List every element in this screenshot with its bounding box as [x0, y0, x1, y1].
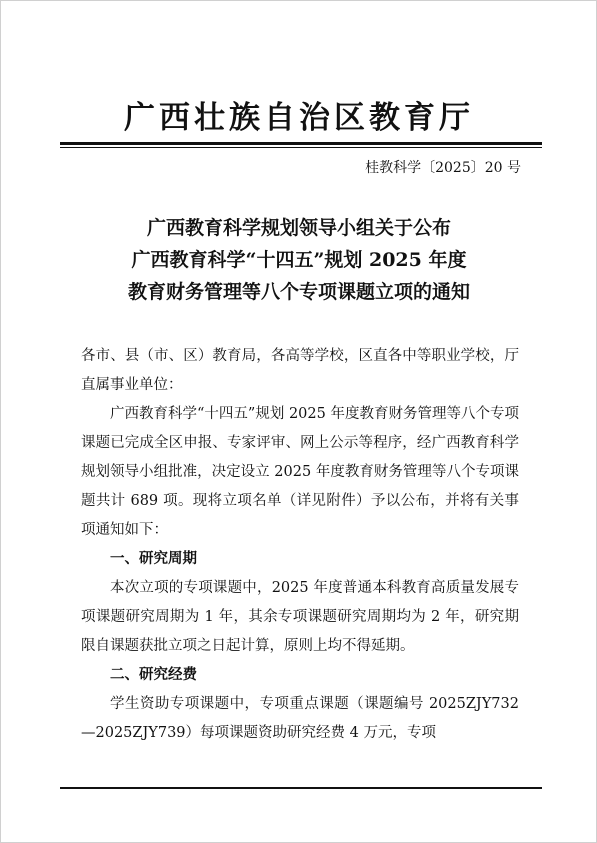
document-title	[60, 212, 538, 308]
letterhead-rule-thick	[60, 142, 542, 145]
title-line: 广西教育科学规划领导小组关于公布	[146, 217, 451, 239]
section-heading-research-funding: 二、研究经费	[110, 667, 197, 683]
intro-paragraph: 广西教育科学“十四五”规划 2025 年度教育财务管理等八个专项课题已完成全区申报、专家评审、网上公示等程序，经广西教育科学规划领导小组批准，决定设立 2025 年度教育财务管理等八个专项课题共计 689 项。现将立项名单（详见附件）予以公布，并将有关事项通知如下：	[81, 406, 519, 538]
section-heading-research-period: 一、研究周期	[110, 551, 197, 567]
section-text-research-period: 本次立项的专项课题中，2025 年度普通本科教育高质量发展专项课题研究周期为 1 年，其余专项课题研究周期均为 2 年，研究期限自课题获批立项之日起计算，原则上均不得延期。	[81, 580, 519, 654]
salutation: 各市、县（市、区）教育局，各高等学校，区直各中等职业学校，厅直属事业单位：	[81, 348, 519, 393]
title-line: 教育财务管理等八个专项课题立项的通知	[127, 281, 470, 303]
letterhead: 广西壮族自治区教育厅	[124, 100, 474, 136]
section-text-research-funding: 学生资助专项课题中，专项重点课题（课题编号 2025ZJY732—2025ZJY739）每项课题资助研究经费 4 万元，专项	[81, 696, 519, 741]
title-line: 广西教育科学“十四五”规划 2025 年度	[131, 249, 467, 271]
document-body	[81, 342, 519, 748]
footer-rule	[60, 787, 542, 789]
letterhead-rule-thin	[60, 147, 542, 148]
document-number: 桂教科学〔2025〕20 号	[365, 160, 521, 176]
